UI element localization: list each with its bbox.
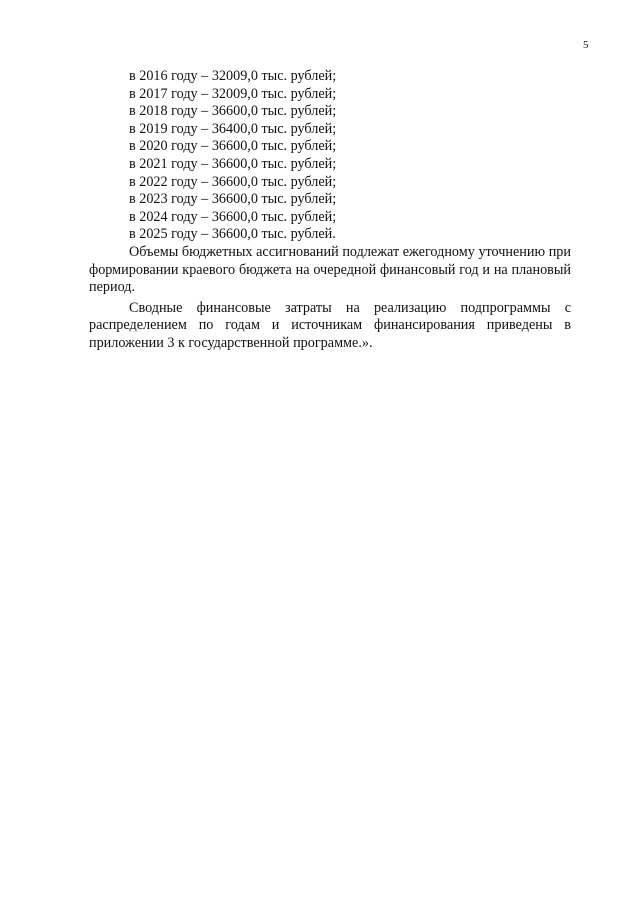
funding-line-2017: в 2017 году – 32009,0 тыс. рублей; xyxy=(129,85,337,102)
funding-line-2019: в 2019 году – 36400,0 тыс. рублей; xyxy=(129,120,337,137)
financing-summary-paragraph: Сводные финансовые затраты на реализацию подпрограммы с распределением по годам и источникам финансирования приведены в приложении 3 к государственной программе.». xyxy=(89,299,571,351)
funding-line-2022: в 2022 году – 36600,0 тыс. рублей; xyxy=(129,173,337,190)
funding-line-2021: в 2021 году – 36600,0 тыс. рублей; xyxy=(129,155,337,172)
funding-line-2018: в 2018 году – 36600,0 тыс. рублей; xyxy=(129,103,337,120)
page-number: 5 xyxy=(583,39,589,51)
funding-line-2023: в 2023 году – 36600,0 тыс. рублей; xyxy=(129,191,337,208)
funding-line-2020: в 2020 году – 36600,0 тыс. рублей; xyxy=(129,138,337,155)
funding-by-year-list xyxy=(89,68,571,244)
budget-allocation-paragraph: Объемы бюджетных ассигнований подлежат ежегодному уточнению при формировании краевого бюджета на очередной финансовый год и на плановый период. xyxy=(89,243,571,296)
funding-line-2025: в 2025 году – 36600,0 тыс. рублей. xyxy=(129,226,336,243)
funding-line-2024: в 2024 году – 36600,0 тыс. рублей; xyxy=(129,208,337,225)
document-body xyxy=(89,68,571,353)
funding-line-2016: в 2016 году – 32009,0 тыс. рублей; xyxy=(129,68,337,84)
